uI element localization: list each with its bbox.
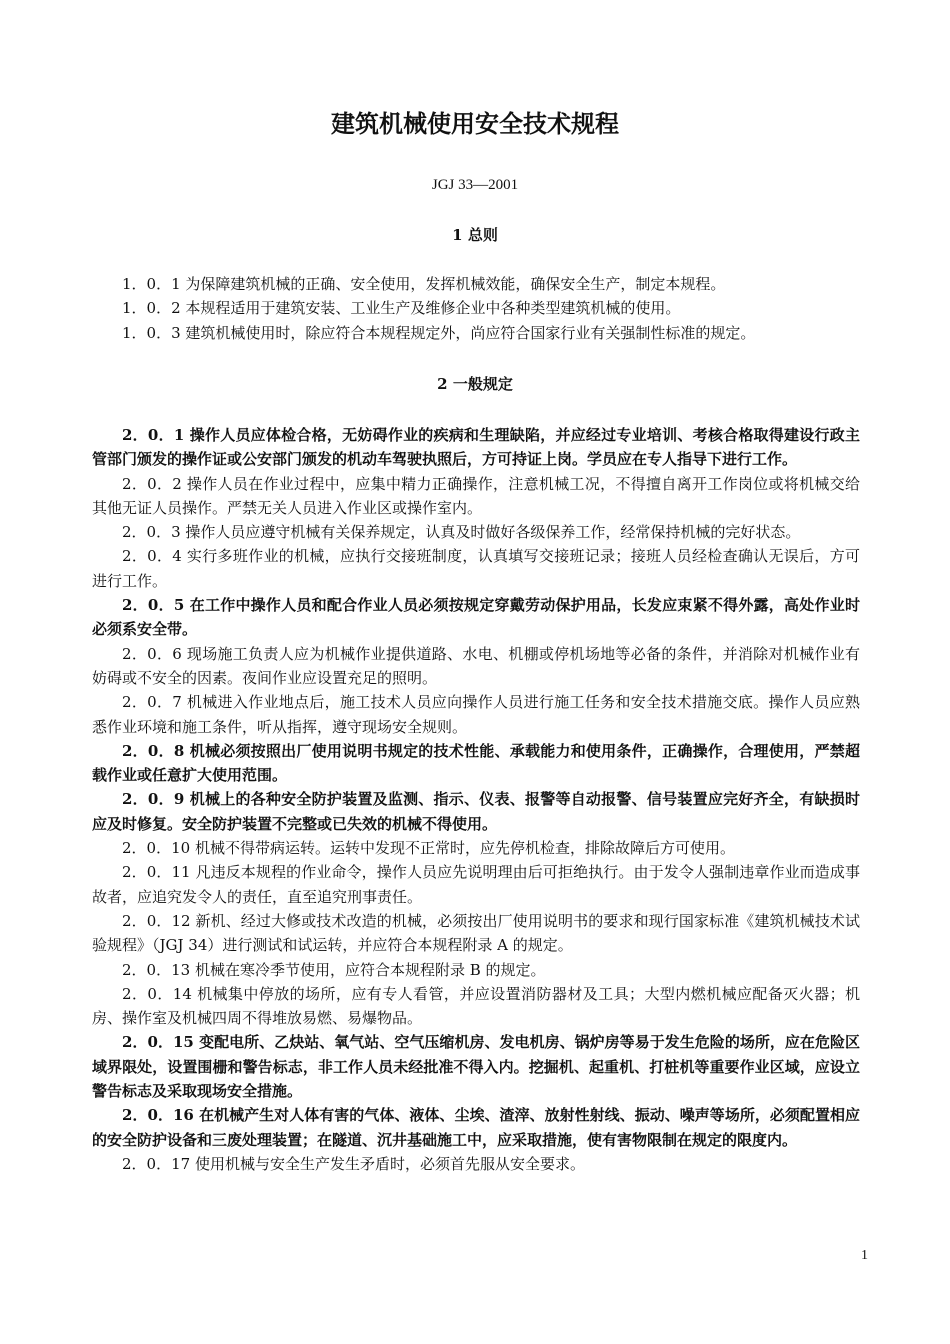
section-2-body [92, 423, 860, 1176]
document-title: 建筑机械使用安全技术规程 [331, 110, 619, 138]
clause-paragraph: 2．0．10 机械不得带病运转。运转中发现不正常时，应先停机检查，排除故障后方可使用。 [122, 839, 735, 858]
clause-paragraph: 2．0．8 机械必须按照出厂使用说明书规定的技术性能、承载能力和使用条件，正确操作，合理使用，严禁超载作业或任意扩大使用范围。 [92, 741, 860, 785]
clause-paragraph: 1．0．3 建筑机械使用时，除应符合本规程规定外，尚应符合国家行业有关强制性标准的规定。 [122, 323, 756, 342]
clause-paragraph: 2．0．6 现场施工负责人应为机械作业提供道路、水电、机棚或停机场地等必备的条件，并消除对机械作业有妨碍或不安全的因素。夜间作业应设置充足的照明。 [92, 644, 860, 687]
clause-paragraph: 2．0．17 使用机械与安全生产发生矛盾时，必须首先服从安全要求。 [122, 1154, 585, 1173]
clause-paragraph: 2．0．16 在机械产生对人体有害的气体、液体、尘埃、渣滓、放射性射线、振动、噪声等场所，必须配置相应的安全防护设备和三废处理装置；在隧道、沉井基础施工中，应采取措施，使有害物限制在规定的限度内。 [92, 1106, 860, 1149]
standard-code: JGJ 33—2001 [431, 177, 519, 193]
clause-paragraph: 2．0．3 操作人员应遵守机械有关保养规定，认真及时做好各级保养工作，经常保持机械的完好状态。 [122, 523, 801, 542]
clause-paragraph: 2．0．7 机械进入作业地点后，施工技术人员应向操作人员进行施工任务和安全技术措施交底。操作人员应熟悉作业环境和施工条件，听从指挥，遵守现场安全规则。 [92, 693, 860, 736]
clause-paragraph: 2．0．13 机械在寒冷季节使用，应符合本规程附录 B 的规定。 [122, 960, 546, 979]
section-1-heading: 1 总则 [452, 226, 498, 244]
clause-paragraph: 2．0．4 实行多班作业的机械，应执行交接班制度，认真填写交接班记录；接班人员经检查确认无误后，方可进行工作。 [92, 547, 860, 590]
clause-paragraph: 2．0．9 机械上的各种安全防护装置及监测、指示、仪表、报警等自动报警、信号装置应完好齐全，有缺损时应及时修复。安全防护装置不完整或已失效的机械不得使用。 [92, 790, 860, 833]
page-number: 1 [861, 1248, 868, 1263]
clause-paragraph: 1．0．1 为保障建筑机械的正确、安全使用，发挥机械效能，确保安全生产，制定本规程。 [122, 275, 726, 293]
clause-paragraph: 1．0．2 本规程适用于建筑安装、工业生产及维修企业中各种类型建筑机械的使用。 [122, 299, 681, 318]
clause-paragraph: 2．0．15 变配电所、乙炔站、氧气站、空气压缩机房、发电机房、锅炉房等易于发生危险的场所，应在危险区域界限处，设置围栅和警告标志，非工作人员未经批准不得入内。挖掘机、起重机、打桩机等重要作业区域，应设立警告标志及采取现场安全措施。 [92, 1033, 860, 1101]
clause-paragraph: 2．0．1 操作人员应体检合格，无妨碍作业的疾病和生理缺陷，并应经过专业培训、考核合格取得建设行政主管部门颁发的操作证或公安部门颁发的机动车驾驶执照后，方可持证上岗。学员应在专人指导下进行工作。 [92, 426, 860, 469]
clause-paragraph: 2．0．5 在工作中操作人员和配合作业人员必须按规定穿戴劳动保护用品，长发应束紧不得外露，高处作业时必须系安全带。 [92, 596, 860, 639]
clause-paragraph: 2．0．11 凡违反本规程的作业命令，操作人员应先说明理由后可拒绝执行。由于发令人强制违章作业而造成事故者，应追究发令人的责任，直至追究刑事责任。 [92, 863, 860, 906]
section-2-heading: 2 一般规定 [437, 375, 513, 393]
section-1-body [92, 272, 860, 345]
clause-paragraph: 2．0．14 机械集中停放的场所，应有专人看管，并应设置消防器材及工具；大型内燃机械应配备灭火器；机房、操作室及机械四周不得堆放易燃、易爆物品。 [92, 984, 860, 1028]
clause-paragraph: 2．0．12 新机、经过大修或技术改造的机械，必须按出厂使用说明书的要求和现行国家标准《建筑机械技术试验规程》（JGJ 34）进行测试和试运转，并应符合本规程附录 A 的规定。 [92, 911, 860, 955]
clause-paragraph: 2．0．2 操作人员在作业过程中，应集中精力正确操作，注意机械工况，不得擅自离开工作岗位或将机械交给其他无证人员操作。严禁无关人员进入作业区或操作室内。 [92, 474, 860, 517]
